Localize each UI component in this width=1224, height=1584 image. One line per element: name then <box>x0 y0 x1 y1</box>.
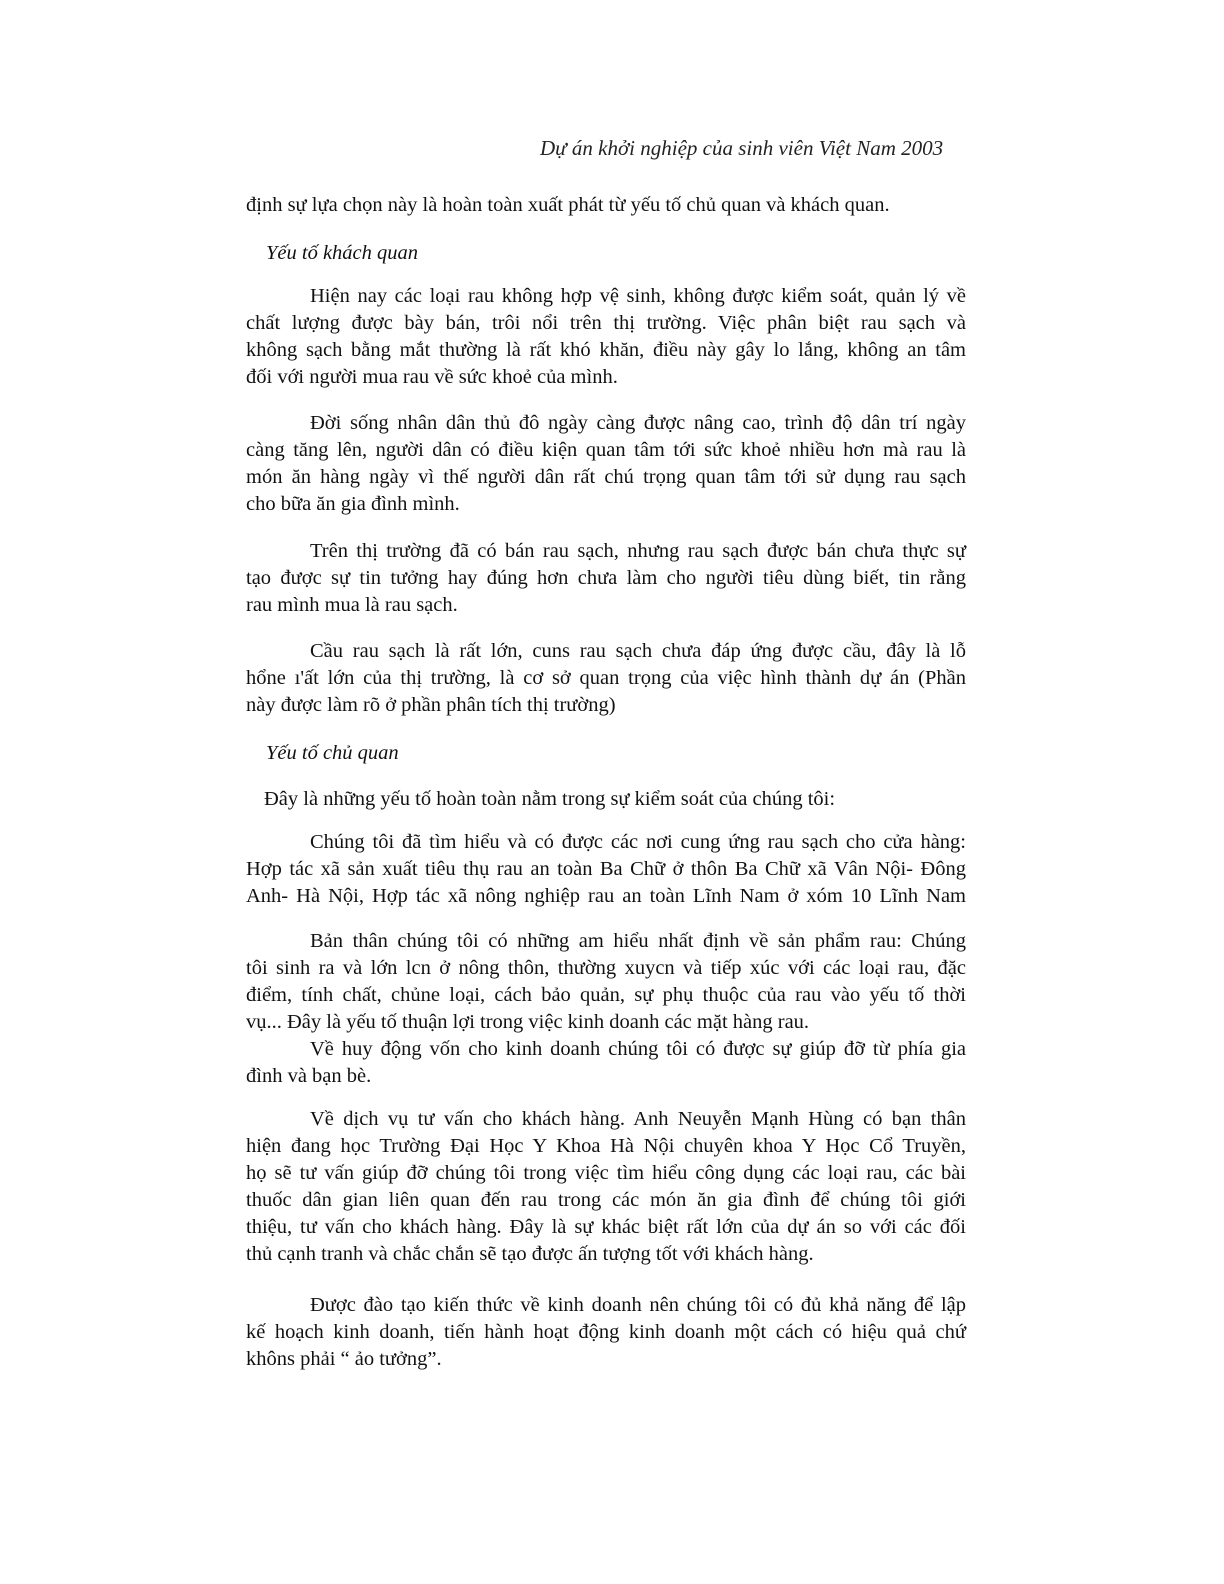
text-line: rau mình mua là rau sạch. <box>246 594 458 616</box>
text-line: Chúng tôi đã tìm hiểu và có được các nơi cung ứng rau sạch cho cửa hàng: <box>310 831 966 853</box>
text-line: hiện đang học Trường Đại Học Y Khoa Hà Nội chuyên khoa Y Học Cổ Truyền, <box>246 1135 966 1157</box>
text-line: thiệu, tư vấn cho khách hàng. Đây là sự khác biệt rất lớn của dự án so với các đối <box>246 1216 966 1238</box>
text-line: tạo được sự tin tưởng hay đúng hơn chưa làm cho người tiêu dùng biết, tin rằng <box>246 567 966 589</box>
text-line: kế hoạch kinh doanh, tiến hành hoạt động kinh doanh một cách có hiệu quả chứ <box>246 1321 966 1343</box>
text-line: càng tăng lên, người dân có điều kiện quan tâm tới sức khoẻ nhiều hơn mà rau là <box>246 439 966 461</box>
text-line: Bản thân chúng tôi có những am hiểu nhất định về sản phẩm rau: Chúng <box>310 930 966 952</box>
text-line: Anh- Hà Nội, Hợp tác xã nông nghiệp rau an toàn Lĩnh Nam ở xóm 10 Lĩnh Nam <box>246 885 966 907</box>
text-line: Đây là những yếu tố hoàn toàn nằm trong sự kiểm soát của chúng tôi: <box>264 788 836 810</box>
text-line: khôns phải “ ảo tưởng”. <box>246 1348 442 1370</box>
text-line: thuốc dân gian liên quan đến rau trong các món ăn gia đình để chúng tôi giới <box>246 1189 966 1211</box>
text-line: cho bữa ăn gia đình mình. <box>246 493 460 515</box>
text-line: tôi sinh ra và lớn lcn ở nông thôn, thường xuycn và tiếp xúc với các loại rau, đặc <box>246 957 966 979</box>
text-line: Về huy động vốn cho kinh doanh chúng tôi có được sự giúp đỡ từ phía gia <box>310 1038 966 1060</box>
text-line: Trên thị trường đã có bán rau sạch, nhưng rau sạch được bán chưa thực sự <box>310 540 966 562</box>
text-line: Hiện nay các loại rau không hợp vệ sinh, không được kiểm soát, quản lý về <box>310 285 966 307</box>
running-header: Dự án khởi nghiệp của sinh viên Việt Nam 2003 <box>540 136 944 160</box>
text-line: chất lượng được bày bán, trôi nổi trên thị trường. Việc phân biệt rau sạch và <box>246 312 966 334</box>
text-line: đối với người mua rau về sức khoẻ của mình. <box>246 366 618 388</box>
text-line: hổne ı'ất lớn của thị trường, là cơ sở quan trọng của việc hình thành dự án (Phần <box>246 667 966 689</box>
section-heading: Yếu tố khách quan <box>266 242 419 264</box>
text-line: Về dịch vụ tư vấn cho khách hàng. Anh Neuyễn Mạnh Hùng có bạn thân <box>310 1108 966 1130</box>
text-line: định sự lựa chọn này là hoàn toàn xuất phát từ yếu tố chủ quan và khách quan. <box>246 194 890 216</box>
text-line: thủ cạnh tranh và chắc chắn sẽ tạo được ấn tượng tốt với khách hàng. <box>246 1243 814 1265</box>
text-line: Hợp tác xã sản xuất tiêu thụ rau an toàn Ba Chữ ở thôn Ba Chữ xã Vân Nội- Đông <box>246 858 966 880</box>
section-heading: Yếu tố chủ quan <box>266 742 399 764</box>
text-line: họ sẽ tư vấn giúp đỡ chúng tôi trong việc tìm hiểu công dụng các loại rau, các bài <box>246 1162 966 1184</box>
text-line: Đời sống nhân dân thủ đô ngày càng được nâng cao, trình độ dân trí ngày <box>310 412 966 434</box>
text-line: món ăn hàng ngày vì thế người dân rất chú trọng quan tâm tới sử dụng rau sạch <box>246 466 966 488</box>
text-line: này được làm rõ ở phần phân tích thị trường) <box>246 694 616 716</box>
text-line: vụ... Đây là yếu tố thuận lợi trong việc kinh doanh các mặt hàng rau. <box>246 1011 810 1033</box>
text-line: điểm, tính chất, chủne loại, cách bảo quản, sự phụ thuộc của rau vào yếu tố thời <box>246 984 966 1006</box>
text-line: Cầu rau sạch là rất lớn, cuns rau sạch chưa đáp ứng được cầu, đây là lỗ <box>310 640 966 662</box>
text-line: đình và bạn bè. <box>246 1065 372 1087</box>
text-line: Được đào tạo kiến thức về kinh doanh nên chúng tôi có đủ khả năng để lập <box>310 1294 966 1316</box>
text-line: không sạch bằng mắt thường là rất khó khăn, điều này gây lo lắng, không an tâm <box>246 339 966 361</box>
